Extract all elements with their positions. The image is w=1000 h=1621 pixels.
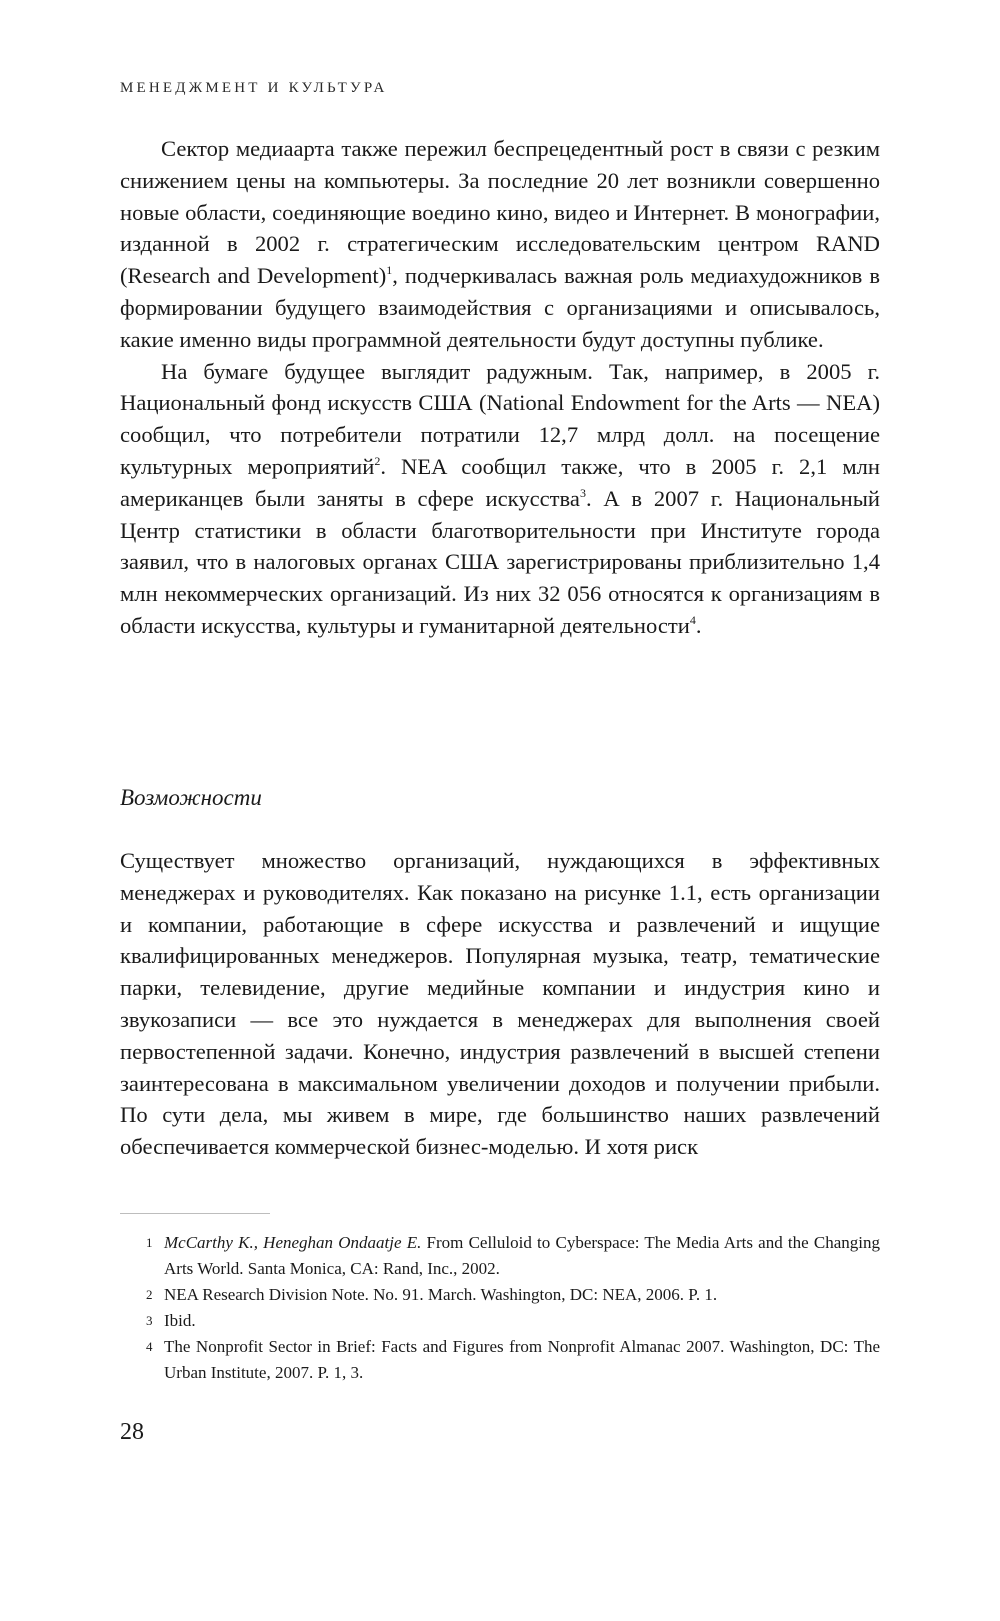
paragraph-text: . А в 2007 г. Национальный Центр статистики в области благотворительности при Институте города заявил, что в налоговых органах США зарегистрированы приблизительно 1,4 млн некоммерческих организаций. Из них 32 056 относятся к организациям в области искусства, культуры и гуманитарной деятельности — [120, 485, 880, 638]
footnote-ref: 2 — [374, 453, 381, 468]
footnote-ref: 4 — [689, 612, 696, 627]
paragraph-text: На бумаге будущее выглядит радужным. Так, например, в 2005 г. Национальный фонд искусств США (National Endowment for the Arts — NEA) сообщил, что потребители потратили 12,7 млрд долл. на посещение культурных мероприятий — [120, 358, 880, 479]
footnote-divider — [120, 1213, 270, 1214]
footnotes — [120, 1230, 880, 1386]
footnote-text: Ibid. — [164, 1311, 196, 1330]
footnote-text: From Celluloid to Cyberspace: The Media Arts and the Changing Arts World. Santa Monica, CA: Rand, Inc., 2002. — [164, 1233, 881, 1278]
paragraph-text: . — [695, 612, 702, 638]
footnote-number: 4 — [146, 1339, 153, 1354]
running-head: МЕНЕДЖМЕНТ И КУЛЬТУРА — [120, 80, 388, 96]
main-text-block — [120, 133, 880, 642]
footnote-1 — [120, 1230, 880, 1282]
footnote-2 — [120, 1282, 880, 1308]
page-number: 28 — [120, 1419, 144, 1445]
footnote-3 — [120, 1308, 880, 1334]
footnote-ref: 3 — [579, 485, 586, 500]
footnote-number: 3 — [146, 1313, 153, 1328]
footnote-text: NEA Research Division Note. No. 91. March. Washington, DC: NEA, 2006. P. 1. — [164, 1285, 718, 1304]
footnote-ref: 1 — [386, 263, 393, 278]
footnote-author: McCarthy K., Heneghan Ondaatje E. — [164, 1233, 422, 1252]
footnote-4 — [120, 1334, 880, 1386]
paragraph-text: , подчеркивалась важная роль медиахудожников в формировании будущего взаимодействия с организациями и описывалось, какие именно виды программной деятельности будут доступны публике. — [120, 263, 880, 352]
footnote-text: The Nonprofit Sector in Brief: Facts and Figures from Nonprofit Almanac 2007. Washington, DC: The Urban Institute, 2007. P. 1, 3. — [164, 1337, 880, 1382]
paragraph-opportunities: Существует множество организаций, нуждающихся в эффективных менеджерах и руководителях. Как показано на рисунке 1.1, есть организации и компании, работающие в сфере искусства и развлечений и ищущие квалифицированных менеджеров. Популярная музыка, театр, тематические парки, телевидение, другие медийные компании и индустрия кино и звукозаписи — все это нуждается в менеджерах для выполнения своей первостепенной задачи. Конечно, индустрия развлечений в высшей степени заинтересована в максимальном увеличении доходов и получении прибыли. По сути дела, мы живем в мире, где большинство наших развлечений обеспечивается коммерческой бизнес-моделью. И хотя риск — [120, 848, 880, 1160]
section-heading: Возможности — [120, 785, 262, 810]
paragraph-text: . NEA сообщил также, что в 2005 г. 2,1 млн американцев были заняты в сфере искусства — [120, 453, 881, 511]
paragraph-text: Сектор медиаарта также пережил беспрецедентный рост в связи с резким снижением цены на компьютеры. За последние 20 лет возникли совершенно новые области, соединяющие воедино кино, видео и Интернет. В монографии, изданной в 2002 г. стратегическим исследовательским центром RAND (Research and Development) — [120, 136, 880, 289]
footnote-number: 2 — [146, 1287, 153, 1302]
paragraph-future — [120, 356, 880, 642]
opportunities-text-block — [120, 845, 880, 1163]
paragraph-media-art — [120, 133, 880, 356]
footnote-number: 1 — [146, 1235, 153, 1250]
